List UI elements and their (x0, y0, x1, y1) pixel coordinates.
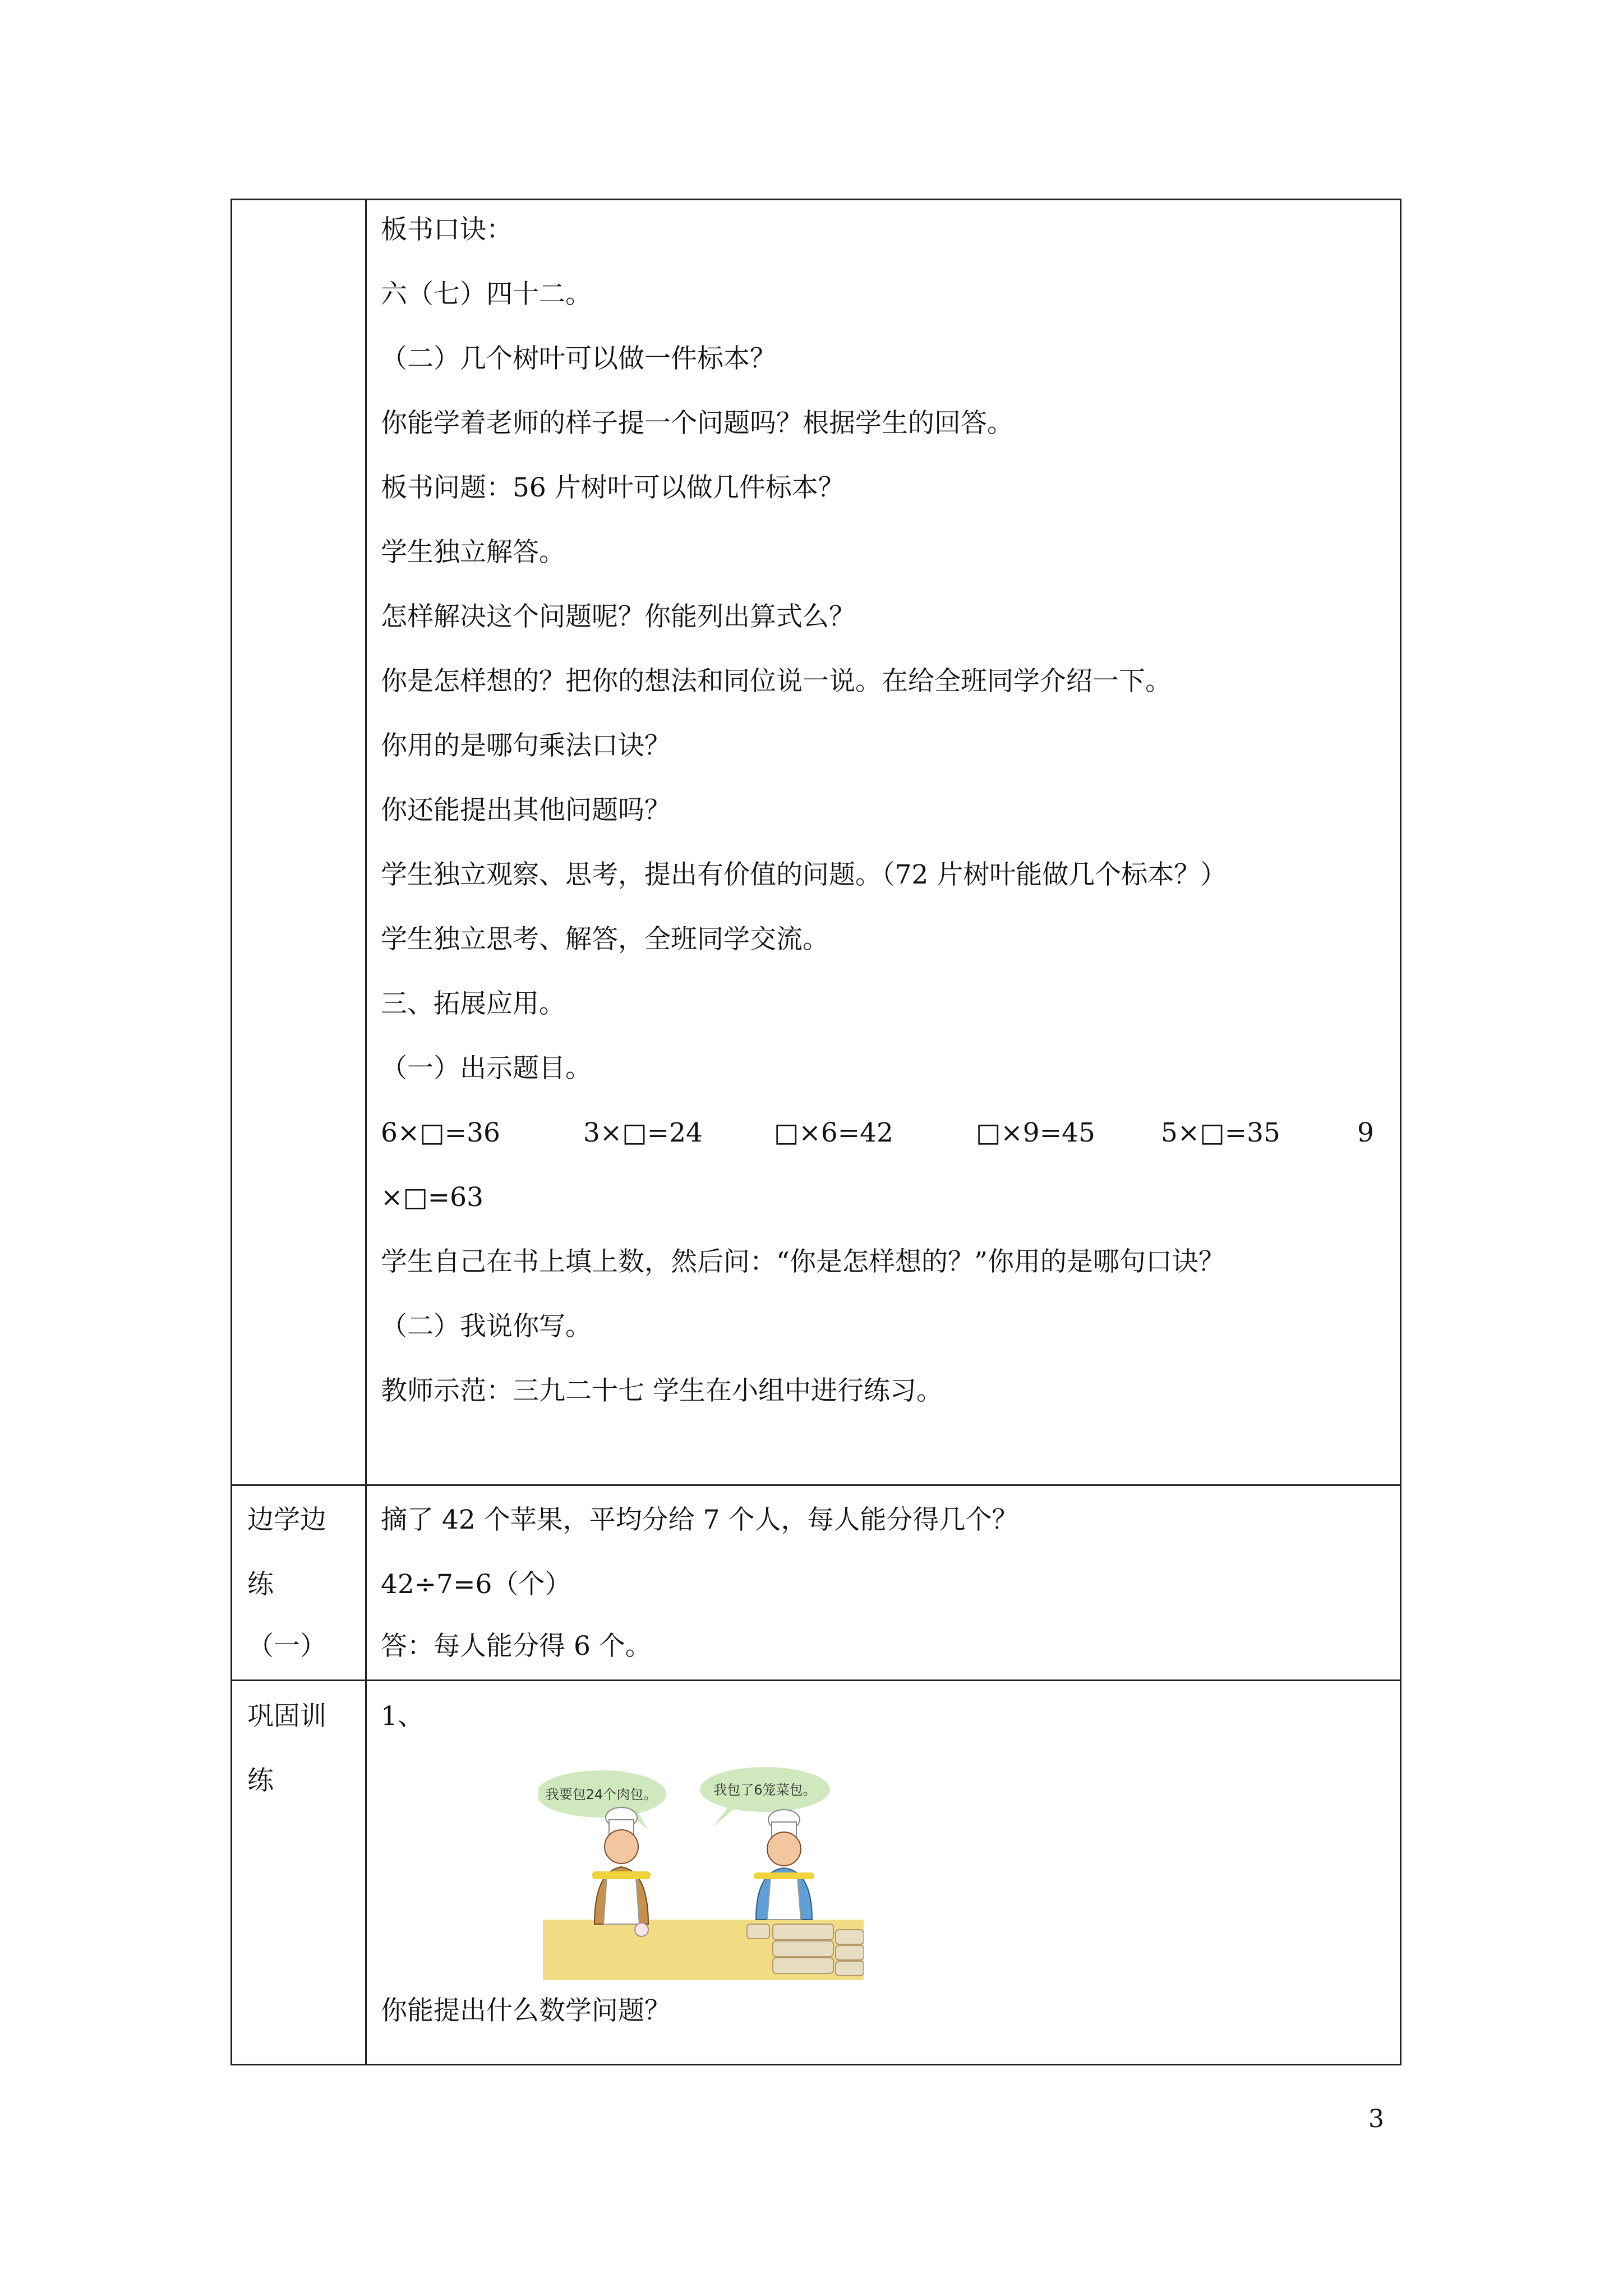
item-number: 1、 (381, 1701, 424, 1732)
section-label: （一） (247, 1631, 326, 1662)
equation: □×6=42 (774, 1117, 893, 1148)
text-line: （二）我说你写。 (381, 1311, 592, 1342)
text-line: 怎样解决这个问题呢？你能列出算式么？ (381, 601, 855, 632)
text-line: （一）出示题目。 (381, 1053, 592, 1084)
bubble-text-right: 我包了6笼菜包。 (713, 1782, 817, 1798)
text-line: 学生自己在书上填上数，然后问：“你是怎样想的？”你用的是哪句口诀？ (381, 1246, 1225, 1277)
table-row-divider (232, 1680, 1400, 1681)
text-line: 六（七）四十二。 (381, 279, 592, 310)
bubble-text-left: 我要包24个肉包。 (545, 1787, 657, 1802)
chef-left (592, 1807, 651, 1936)
text-line: 你是怎样想的？把你的想法和同位说一说。在给全班同学介绍一下。 (381, 666, 1172, 697)
chefs-illustration (538, 1761, 864, 1986)
question-text: 你能提出什么数学问题？ (381, 1995, 671, 2026)
section-label: 练 (247, 1569, 274, 1600)
text-line: 你还能提出其他问题吗？ (381, 795, 671, 826)
page-number: 3 (1368, 2105, 1384, 2133)
text-line: 学生独立解答。 (381, 537, 565, 568)
text-line: （二）几个树叶可以做一件标本？ (381, 343, 776, 374)
table-column-divider (365, 200, 367, 2064)
text-line: 学生独立思考、解答，全班同学交流。 (381, 924, 829, 955)
equation: 9 (1357, 1117, 1374, 1148)
text-line: 你用的是哪句乘法口诀？ (381, 730, 671, 761)
text-line: 摘了 42 个苹果，平均分给 7 个人，每人能分得几个？ (381, 1504, 1018, 1535)
text-line: 42÷7=6（个） (381, 1569, 571, 1600)
equation: 3×□=24 (583, 1117, 703, 1148)
equation: □×9=45 (976, 1117, 1095, 1148)
section-label: 练 (247, 1765, 274, 1796)
text-line: 学生独立观察、思考，提出有价值的问题。（72 片树叶能做几个标本？） (381, 859, 1227, 890)
chef-right (754, 1810, 814, 1920)
text-line: ×□=63 (381, 1182, 483, 1213)
section-label: 边学边 (247, 1504, 326, 1535)
text-line: 板书口诀： (381, 214, 513, 245)
equation: 5×□=35 (1161, 1117, 1280, 1148)
section-label: 巩固训 (247, 1701, 326, 1732)
table-row-divider (232, 1484, 1400, 1486)
equation: 6×□=36 (381, 1117, 500, 1148)
text-line: 板书问题：56 片树叶可以做几件标本？ (381, 472, 845, 503)
text-line: 答：每人能分得 6 个。 (381, 1631, 652, 1662)
text-line: 你能学着老师的样子提一个问题吗？根据学生的回答。 (381, 408, 1013, 439)
text-line: 三、拓展应用。 (381, 988, 565, 1019)
text-line: 教师示范：三九二十七 学生在小组中进行练习。 (381, 1375, 943, 1406)
